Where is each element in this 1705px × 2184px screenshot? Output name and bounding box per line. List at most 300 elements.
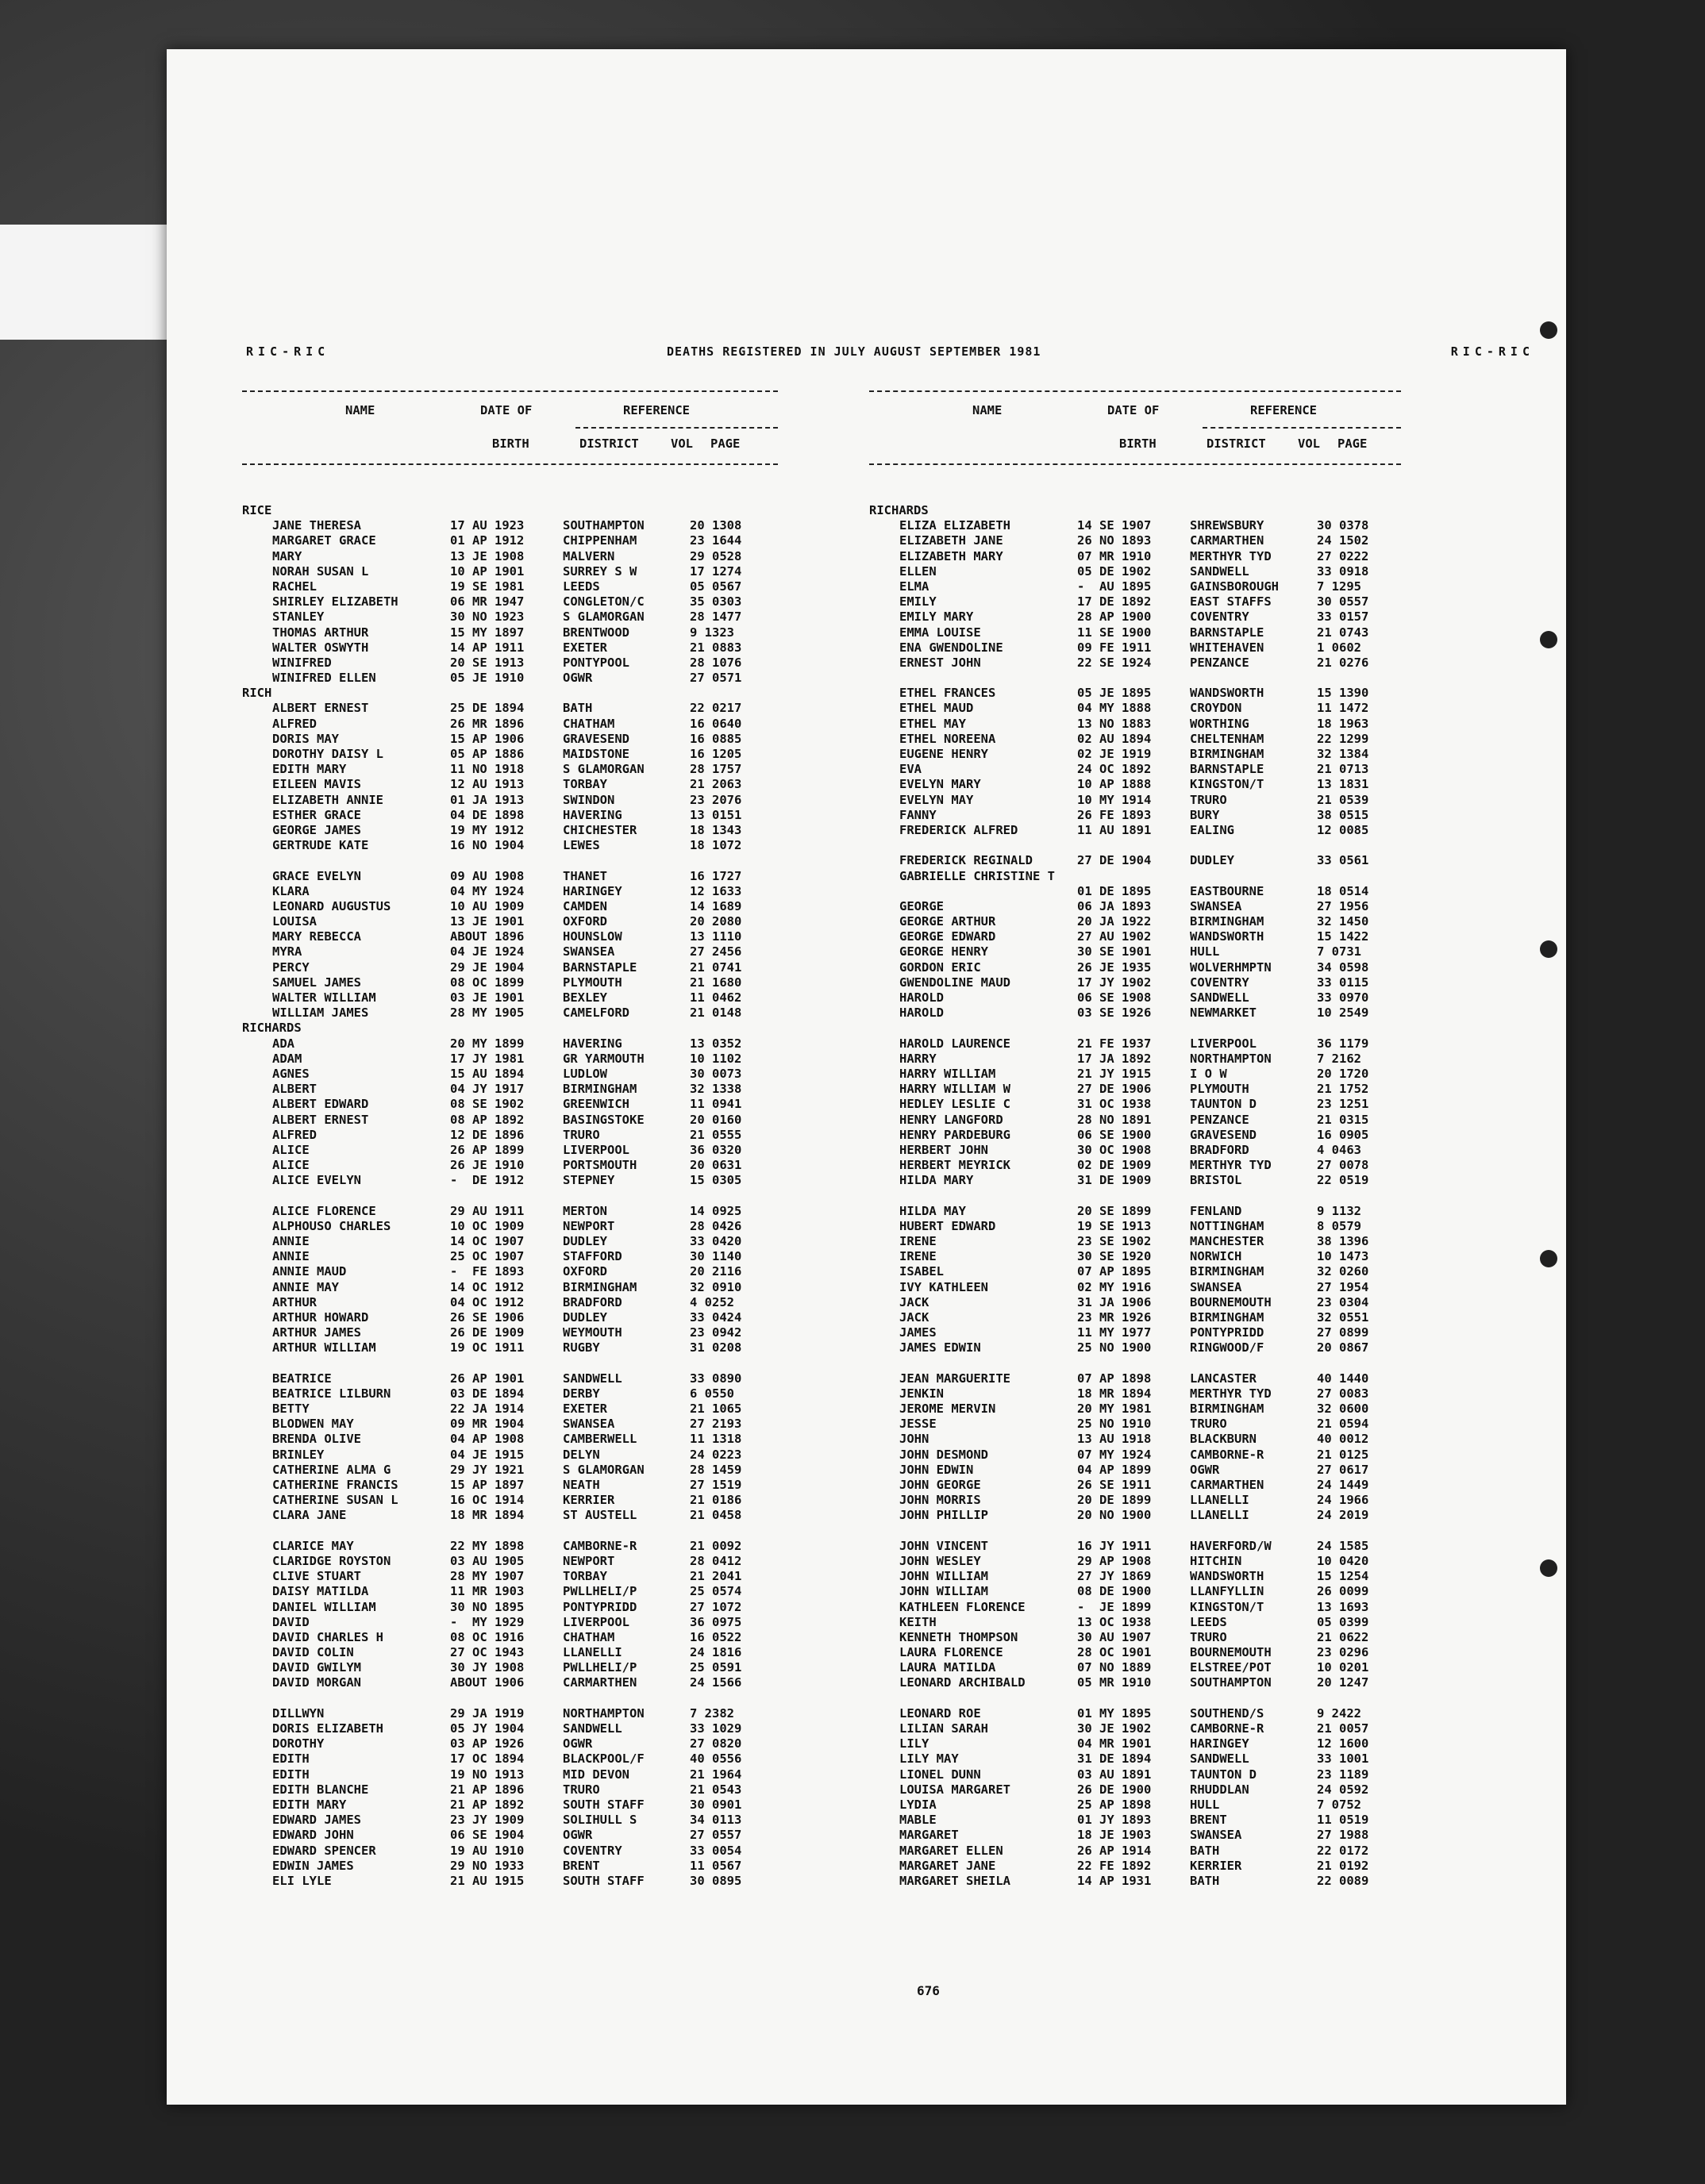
birth-date: 08 DE 1900 [1077,1584,1152,1599]
birth-date: 08 OC 1916 [450,1629,525,1644]
district: LLANELLI [1190,1508,1249,1523]
entry-row [242,1508,778,1523]
entry-row [242,701,778,716]
entry-row [242,1128,778,1143]
birth-date: 19 MY 1912 [450,822,525,837]
forename: MARGARET GRACE [272,533,376,548]
reference: 11 0519 [1317,1813,1369,1828]
district: GAINSBOROUGH [1190,579,1279,594]
reference: 28 1477 [690,609,742,625]
forename: ALBERT ERNEST [272,1112,369,1127]
vol-heading: VOL [671,436,693,451]
birth-date: 03 AP 1926 [450,1736,525,1751]
district: WORTHING [1190,716,1249,731]
entry-row [869,853,1401,868]
district: BIRMINGHAM [1190,1264,1264,1279]
binding-hole [1540,631,1557,648]
birth-date: 31 DE 1909 [1077,1173,1152,1188]
reference: 33 1029 [690,1721,742,1736]
forename: DOROTHY [272,1736,325,1751]
binding-hole [1540,1250,1557,1267]
district: MERTON [563,1203,607,1218]
reference: 16 1205 [690,747,742,761]
reference: 05 0567 [690,579,742,594]
entry-row [869,823,1401,838]
entry-row [869,944,1401,959]
birth-date: 31 JA 1906 [1077,1294,1152,1309]
forename: MYRA [272,944,302,959]
birth-date: 26 AP 1901 [450,1371,525,1386]
reference: 33 0890 [690,1371,742,1386]
birth-date: 03 JE 1901 [450,990,525,1005]
district: FENLAND [1190,1203,1242,1218]
forename: EDWIN JAMES [272,1858,354,1873]
reference: 21 1680 [690,975,742,990]
birth-date: 02 JE 1919 [1077,747,1152,761]
reference: 23 1644 [690,533,742,548]
entry-row [242,1448,778,1463]
district: WHITEHAVEN [1190,640,1264,655]
birth-date: 12 AU 1913 [450,777,525,792]
forename: THOMAS ARTHUR [272,625,369,640]
entry-row [869,1310,1401,1325]
district: NORTHAMPTON [1190,1051,1272,1066]
entry-row [242,1005,778,1021]
entry-row [869,808,1401,823]
district: LIVERPOOL [563,1142,629,1157]
district: LLANELLI [1190,1493,1249,1508]
birth-date: 04 MY 1924 [450,883,525,898]
forename: JESSE [899,1417,937,1432]
forename: JOHN WILLIAM [899,1569,988,1584]
forename: MARY [272,548,302,563]
birth-date: 02 AU 1894 [1077,731,1152,746]
reference: 9 1132 [1317,1203,1361,1218]
forename: ETHEL FRANCES [899,686,996,701]
forename: SHIRLEY ELIZABETH [272,594,398,609]
reference: 11 1318 [690,1432,742,1447]
district: PONTYPOOL [563,655,629,670]
entry-row [869,929,1401,944]
birth-date: 20 NO 1900 [1077,1508,1152,1523]
birth-date: 30 JE 1902 [1077,1721,1152,1736]
entry-row [869,793,1401,808]
forename: RACHEL [272,579,317,594]
birth-date: 26 NO 1893 [1077,533,1152,548]
birth-date: 20 MY 1981 [1077,1402,1152,1417]
forename: ESTHER GRACE [272,807,361,822]
forename: WILLIAM JAMES [272,1005,369,1021]
district: PENZANCE [1190,1112,1249,1127]
surname-heading [869,503,1401,518]
district: LEEDS [563,579,600,594]
reference: 16 0885 [690,731,742,746]
district: OXFORD [563,914,607,929]
district: NOTTINGHAM [1190,1218,1264,1233]
entry-row [242,640,778,656]
district: KINGSTON/T [1190,1599,1264,1614]
birth-date: 26 FE 1893 [1077,807,1152,822]
reference: 12 0085 [1317,822,1369,837]
entry-row [869,1280,1401,1295]
reference: 33 0157 [1317,609,1369,625]
forename: JENKIN [899,1386,944,1401]
district: OGWR [563,1828,593,1843]
forename: EVA [899,762,922,777]
forename: LILY MAY [899,1751,959,1767]
district: STEPNEY [563,1173,615,1188]
reference: 16 0905 [1317,1127,1369,1142]
entry-row [242,1097,778,1112]
forename: EDITH MARY [272,762,347,777]
birth-date: 11 NO 1918 [450,762,525,777]
district: SOUTH STAFF [563,1797,645,1812]
vol-heading: VOL [1298,436,1320,451]
reference: 38 0515 [1317,807,1369,822]
forename: ELI LYLE [272,1873,332,1888]
birth-date: 11 MY 1977 [1077,1325,1152,1340]
entry-row [869,1630,1401,1645]
forename: EDITH MARY [272,1797,347,1812]
birth-date: 16 OC 1914 [450,1493,525,1508]
district: SWANSEA [563,1417,615,1432]
reference: 13 1693 [1317,1599,1369,1614]
birth-date: 27 OC 1943 [450,1645,525,1660]
reference: 33 0970 [1317,990,1369,1005]
forename: CLARIDGE ROYSTON [272,1553,391,1568]
birth-date: 21 JY 1915 [1077,1066,1152,1081]
row-gap [869,838,1401,853]
district: PENZANCE [1190,655,1249,670]
entry-row [869,1036,1401,1052]
district: OGWR [563,671,593,686]
district: NORWICH [1190,1249,1242,1264]
forename: WALTER WILLIAM [272,990,376,1005]
birth-date: 20 JA 1922 [1077,914,1152,929]
district: MERTHYR TYD [1190,1158,1272,1173]
entry-row [242,899,778,914]
forename: JOHN GEORGE [899,1478,981,1492]
forename: JOHN PHILLIP [899,1508,988,1523]
birth-date: - MY 1929 [450,1614,525,1629]
forename: JOHN MORRIS [899,1493,981,1508]
forename: JEAN MARGUERITE [899,1371,1010,1386]
entry-row [242,1402,778,1417]
district: TORBAY [563,1569,607,1584]
district: KINGSTON/T [1190,777,1264,792]
entry-row [242,1280,778,1295]
reference: 40 0556 [690,1751,742,1767]
forename: ALICE FLORENCE [272,1203,376,1218]
entry-row [242,549,778,564]
reference: 23 2076 [690,792,742,807]
forename: JOHN DESMOND [899,1447,988,1462]
birth-date: 25 OC 1907 [450,1249,525,1264]
birth-date: 17 JA 1892 [1077,1051,1152,1066]
forename: NORAH SUSAN L [272,563,369,579]
entry-row [869,1371,1401,1386]
district: WANDSWORTH [1190,686,1264,701]
reference: 21 0148 [690,1005,742,1021]
entry-row [869,1067,1401,1082]
reference: 24 1966 [1317,1493,1369,1508]
entry-row [242,656,778,671]
entry-row [242,1600,778,1615]
entry-row [869,1539,1401,1554]
forename: LAURA FLORENCE [899,1645,1003,1660]
forename: CLARA JANE [272,1508,347,1523]
reference: 34 0598 [1317,959,1369,975]
birth-date: 07 AP 1898 [1077,1371,1152,1386]
entry-row [869,1615,1401,1630]
entry-row [242,579,778,594]
forename: BETTY [272,1402,310,1417]
forename: BRENDA OLIVE [272,1432,361,1447]
surname-heading [242,503,778,518]
entry-row [869,1158,1401,1173]
reference: 20 2080 [690,914,742,929]
reference: 21 0276 [1317,655,1369,670]
forename: HARRY WILLIAM W [899,1082,1010,1097]
reference: 14 1689 [690,898,742,913]
district: NORTHAMPTON [563,1705,645,1721]
entry-row [242,1798,778,1813]
reference: 30 0895 [690,1873,742,1888]
district: MERTHYR TYD [1190,1386,1272,1401]
entry-row [242,1264,778,1279]
page-heading: PAGE [710,436,741,451]
entry-row [869,1660,1401,1675]
district: NEWPORT [563,1553,615,1568]
birth-date: 08 SE 1902 [450,1097,525,1112]
birth-date: 10 AU 1909 [450,898,525,913]
district: BOURNEMOUTH [1190,1645,1272,1660]
entry-row [242,564,778,579]
row-gap [242,1188,778,1203]
forename: ANNIE [272,1249,310,1264]
forename: EILEEN MAVIS [272,777,361,792]
entry-row [869,717,1401,732]
forename: IRENE [899,1234,937,1248]
birth-date: - DE 1912 [450,1173,525,1188]
district: PWLLHELI/P [563,1584,637,1599]
birth-date: 21 AP 1892 [450,1797,525,1812]
district: RINGWOOD/F [1190,1340,1264,1355]
entry-row [869,579,1401,594]
reference [1317,869,1396,884]
birth-date: 04 JE 1924 [450,944,525,959]
entry-row [869,1295,1401,1310]
district: CHATHAM [563,716,615,731]
surname-heading [242,686,778,701]
birth-date: 17 JY 1902 [1077,975,1152,990]
district: LLANELLI [563,1645,622,1660]
entry-row [242,1371,778,1386]
entry-row [869,960,1401,975]
entry-row [869,1204,1401,1219]
column-header [869,390,1401,465]
row-gap [869,671,1401,686]
district: BATH [1190,1873,1220,1888]
district: CAMBERWELL [563,1432,637,1447]
entry-row [869,1219,1401,1234]
district: STAFFORD [563,1249,622,1264]
surname-heading [242,1021,778,1036]
entry-row [869,975,1401,990]
birth-date: 26 DE 1900 [1077,1782,1152,1797]
reference: 33 0561 [1317,853,1369,868]
forename: HARRY [899,1051,937,1066]
district: BRENTWOOD [563,625,629,640]
forename: LOUISA MARGARET [899,1782,1010,1797]
district: CARMARTHEN [1190,533,1264,548]
forename: ALBERT [272,1082,317,1097]
district: S GLAMORGAN [563,1462,645,1477]
reference: 36 1179 [1317,1036,1369,1051]
district: MANCHESTER [1190,1234,1264,1248]
entry-row [869,1173,1401,1188]
reference: 29 0528 [690,548,742,563]
entry-row [242,747,778,762]
entry-row [242,1295,778,1310]
district: WOLVERHMPTN [1190,959,1272,975]
forename: ENA GWENDOLINE [899,640,1003,655]
entry-row [869,625,1401,640]
forename: JAMES [899,1325,937,1340]
forename: JOHN VINCENT [899,1538,988,1553]
forename: CATHERINE FRANCIS [272,1478,398,1492]
birth-date: 01 JA 1913 [450,792,525,807]
entry-row [869,884,1401,899]
reference: 4 0463 [1317,1142,1361,1157]
entry-row [869,1264,1401,1279]
reference: 1 0602 [1317,640,1361,655]
district: CHIPPENHAM [563,533,637,548]
reference: 21 0458 [690,1508,742,1523]
entry-row [869,701,1401,716]
forename: EDWARD SPENCER [272,1843,376,1858]
forename: PERCY [272,959,310,975]
forename: HILDA MARY [899,1173,974,1188]
forename: GORDON ERIC [899,959,981,975]
forename: ANNIE MAUD [272,1264,347,1279]
entry-row [242,1478,778,1493]
entry-row [242,1630,778,1645]
district: TRURO [1190,1629,1227,1644]
entry-row [242,1036,778,1052]
forename: AGNES [272,1066,310,1081]
birth-date: 18 MR 1894 [450,1508,525,1523]
reference: 21 1752 [1317,1082,1369,1097]
birth-date: 19 NO 1913 [450,1767,525,1782]
district: SOLIHULL S [563,1813,637,1828]
forename: MABLE [899,1813,937,1828]
reference: 28 1076 [690,655,742,670]
forename: CATHERINE SUSAN L [272,1493,398,1508]
forename: LEONARD ROE [899,1705,981,1721]
forename: SAMUEL JAMES [272,975,361,990]
entry-row [242,1675,778,1690]
forename: ALICE EVELYN [272,1173,361,1188]
birth-date: 25 NO 1910 [1077,1417,1152,1432]
district: PLYMOUTH [1190,1082,1249,1097]
district: LIVERPOOL [1190,1036,1257,1051]
district: SOUTH STAFF [563,1873,645,1888]
reference: 32 1384 [1317,747,1369,761]
birth-date: 13 JE 1908 [450,548,525,563]
birth-date: 29 JY 1921 [450,1462,525,1477]
forename: LAURA MATILDA [899,1660,996,1675]
birth-date: 22 SE 1924 [1077,655,1152,670]
entry-row [242,671,778,686]
forename: JOHN WESLEY [899,1553,981,1568]
birth-date: 10 AP 1888 [1077,777,1152,792]
birth-date: 24 OC 1892 [1077,762,1152,777]
entry-row [869,594,1401,609]
reference: 28 0426 [690,1218,742,1233]
forename: LILY [899,1736,929,1751]
district-heading: DISTRICT [579,436,639,451]
district: BIRMINGHAM [563,1082,637,1097]
birth-date: 14 OC 1912 [450,1279,525,1294]
entry-row [242,884,778,899]
entry-row [242,1219,778,1234]
reference: 22 0217 [690,701,742,716]
reference: 35 0303 [690,594,742,609]
forename: ALPHOUSO CHARLES [272,1218,391,1233]
entry-row [242,1310,778,1325]
birth-date: 30 SE 1920 [1077,1249,1152,1264]
reference: 13 1110 [690,929,742,944]
birth-heading: BIRTH [492,436,529,451]
district: HULL [1190,944,1220,959]
district: BRENT [563,1858,600,1873]
forename: HAROLD [899,1005,944,1021]
surname: RICHARDS [242,1021,302,1036]
birth-date: 26 JE 1910 [450,1158,525,1173]
district: OGWR [563,1736,593,1751]
district: RUGBY [563,1340,600,1355]
reference: 40 0012 [1317,1432,1369,1447]
district: SWANSEA [1190,1828,1242,1843]
district: BIRMINGHAM [1190,1402,1264,1417]
row-gap [869,1691,1401,1706]
entry-row [242,609,778,625]
district: CAMBORNE-R [1190,1447,1264,1462]
forename: HILDA MAY [899,1203,966,1218]
birth-date: 07 NO 1889 [1077,1660,1152,1675]
district: CHATHAM [563,1629,615,1644]
forename: ALBERT EDWARD [272,1097,369,1112]
district: LEWES [563,838,600,853]
reference: 9 1323 [690,625,734,640]
reference: 32 1338 [690,1082,742,1097]
reference: 28 1459 [690,1462,742,1477]
entry-row [869,1325,1401,1340]
forename: MARGARET SHEILA [899,1873,1010,1888]
reference: 33 0054 [690,1843,742,1858]
entry-row [242,1660,778,1675]
forename: DANIEL WILLIAM [272,1599,376,1614]
birth-date: 05 JE 1910 [450,671,525,686]
entry-row [869,1813,1401,1828]
district: PLYMOUTH [563,975,622,990]
forename: WINIFRED ELLEN [272,671,376,686]
district: BARNSTAPLE [1190,762,1264,777]
forename: LIONEL DUNN [899,1767,981,1782]
reference: 20 1720 [1317,1066,1369,1081]
district: BRENT [1190,1813,1227,1828]
